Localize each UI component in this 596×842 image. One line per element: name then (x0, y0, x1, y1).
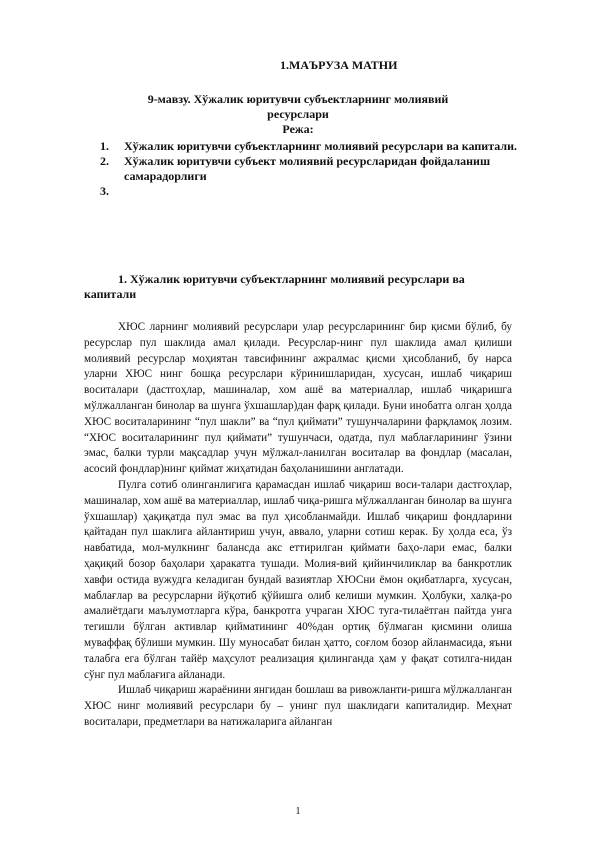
plan-item-number: 1. (100, 139, 109, 153)
plan-list (100, 139, 540, 199)
paragraph: Пулга сотиб олинганлигига қарамасдан ишлаб чиқариш воси-талари дастгоҳлар, машиналар, хом ашё ва материаллар, ишлаб чиқа-ришга мўлжалланган бинолар ва шунга ўхшашлар) ҳақиқатда пул эмас ва пул ҳисобланмайди. Ишлаб чиқариш фондларини қайтадан пул шаклига айлантириш учун, аввало, уларни сотиш керак. Бу ҳолда еса, ўз навбатида, мол-мулкнинг балансда акс еттирилган қиймати баҳо-лари емас, балки ҳақиқий бозор баҳолари ҳаракатга тушади. Молия-вий қийинчиликлар ва банкротлик хавфи остида вужудга келадиган бундай вазиятлар ХЮСни ёмон оқибатларга, хусусан, маблағлар ва ресурсларни йўқотиб қўйишга олиб келиши мумкин. Ҳолбуки, халқа-ро амалиётдаги маълумотларга кўра, банкротга учраган ХЮС туга-тилаётган пайтда унга тегишли бўлган активлар қийматининг 40%дан ортиқ бўлмаган қисмини олиша муваффақ бўлиши мумкин. Шу муносабат билан ҳатто, соғлом бозор айланмасида, яъни талабга ега бўлган тайёр маҳсулот реализация қилинганда ҳам у фақат сотилга-нидан сўнг пул маблағига айланади. (84, 478, 512, 681)
plan-item (100, 154, 540, 184)
page-number: 1 (295, 806, 301, 817)
plan-label: Режа: (282, 122, 314, 136)
lecture-title: 1.МАЪРУЗА МАТНИ (280, 58, 398, 72)
plan-item-number: 3. (100, 184, 109, 198)
body-text (84, 320, 512, 731)
paragraph: Ишлаб чиқариш жараёнини янгидан бошлаш ва ривожланти-ришга мўлжалланган ХЮС нинг молиявий ресурслари бу – унинг пул шаклидаги капиталидир. Меҳнат воситалари, предметлари ва натижаларига айланган (84, 684, 512, 728)
plan-item (100, 184, 540, 199)
topic-heading-line: ресурслари (267, 107, 329, 121)
plan-item-text: Хўжалик юритувчи субъект молиявий ресурсларидан фойдаланиш самарадорлиги (124, 154, 491, 183)
paragraph: ХЮС ларнинг молиявий ресурслари улар ресурсларининг бир қисми бўлиб, бу ресурслар пул шаклида амал қилади. Ресурслар-нинг пул шаклида амал қилиши молиявий ресурслар моҳиятан тавсифининг ажралмас қисми ҳисобланиб, бу нарса уларни ХЮС нинг бошқа ресурслари кўринишларидан, хусусан, ишлаб чиқариш воситалари (дастгоҳлар, машиналар, хом ашё ва материаллар, ишлаб чиқаришга мўлжалланган бинолар ва шунга ўхшашлар)дан фарқ қилади. Буни инобатга олган ҳолда ХЮС воситаларининг “пул шакли” ва “пул қиймати” тушунчаларини фарқламоқ лозим. “ХЮС воситаларининг пул қиймати” тушунчаси, одатда, пул маблағларининг ўзини эмас, балки турли мақсадлар учун мўлжал-ланилган воситалар ва фондлар (масалан, асосий фондлар)нинг қиймат жиҳатидан баҳоланишини англатади. (84, 321, 512, 476)
topic-heading (0, 92, 596, 137)
plan-item (100, 139, 540, 154)
plan-item-text: Хўжалик юритувчи субъектларнинг молиявий ресурслари ва капитали. (124, 139, 517, 153)
plan-item-number: 2. (100, 154, 109, 168)
section-heading-line: капитали (84, 287, 137, 301)
topic-heading-line: 9-мавзу. Хўжалик юритувчи субъектларнинг молиявий (147, 92, 449, 106)
section-heading (84, 272, 524, 302)
plan-item-text (124, 184, 127, 198)
section-heading-line: 1. Хўжалик юритувчи субъектларнинг молиявий ресурслари ва (118, 272, 465, 286)
